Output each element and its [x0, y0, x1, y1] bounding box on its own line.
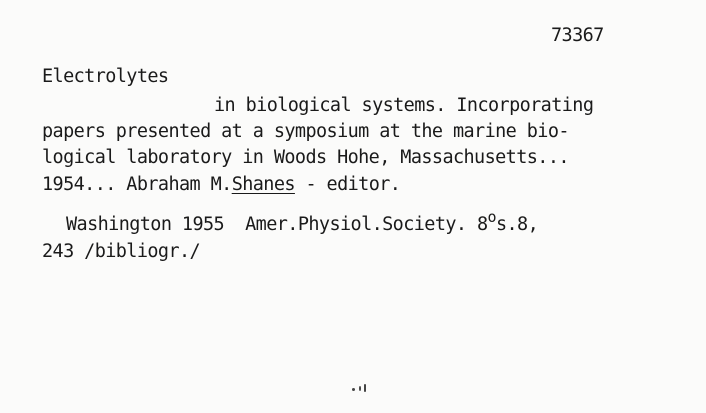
- ink-specks: [350, 382, 380, 394]
- ink-speck: [364, 384, 366, 392]
- ink-speck: [359, 386, 361, 391]
- accession-number: 73367: [551, 25, 604, 46]
- format-superscript: o: [487, 208, 496, 226]
- description-line-1: papers presented at a symposium at the marine bio-: [42, 121, 569, 142]
- editor-surname: Shanes: [231, 174, 295, 195]
- title-continuation: in biological systems. Incorporating: [214, 95, 594, 116]
- imprint-text: Washington 1955 Amer.Physiol.Society. 8: [66, 214, 488, 235]
- imprint-line: [66, 208, 539, 236]
- imprint-format: s.8,: [495, 214, 539, 235]
- ink-speck: [352, 388, 355, 391]
- editor-line: [42, 174, 400, 196]
- editor-role: - editor.: [294, 174, 401, 195]
- pagination-line: 243 /bibliogr./: [42, 241, 201, 262]
- title-heading: Electrolytes: [42, 66, 169, 87]
- editor-prefix: 1954... Abraham M.: [42, 174, 232, 195]
- description-line-2: logical laboratory in Woods Hohe, Massachusetts...: [42, 147, 569, 168]
